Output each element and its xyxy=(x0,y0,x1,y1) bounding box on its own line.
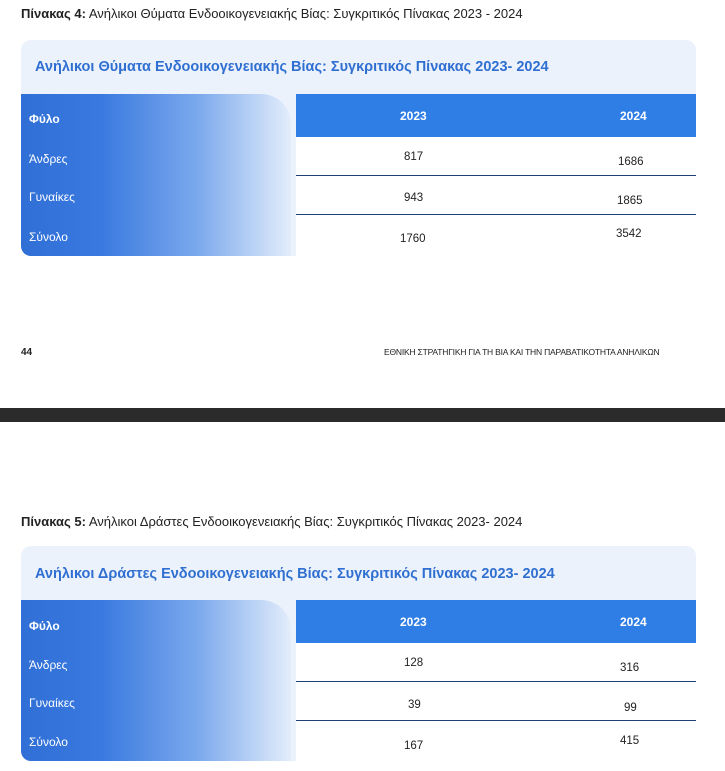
table-row xyxy=(296,137,696,176)
table5-total-2023: 167 xyxy=(404,740,424,752)
page-break-divider xyxy=(0,408,725,422)
table5-caption-text: Ανήλικοι Δράστες Ενδοοικογενειακής Βίας: Συγκριτικός Πίνακας 2023- 2024 xyxy=(85,514,523,529)
table4-row-label-total: Σύνολο xyxy=(29,230,68,244)
table4-header-gender: Φύλο xyxy=(29,112,60,126)
table5-row-header-column xyxy=(21,600,291,761)
table4-header-2024: 2024 xyxy=(620,109,647,123)
table4-card xyxy=(21,40,696,256)
table4-total-2023: 1760 xyxy=(400,233,426,245)
table4-title: Ανήλικοι Θύματα Ενδοοικογενειακής Βίας: Συγκριτικός Πίνακας 2023- 2024 xyxy=(35,59,549,75)
table-row xyxy=(296,721,696,761)
table-row xyxy=(296,682,696,721)
table4-caption xyxy=(21,6,523,21)
table5-header-2024: 2024 xyxy=(620,615,647,629)
table4-row-header-column xyxy=(21,94,291,256)
table5-header-gender: Φύλο xyxy=(29,619,60,633)
table4-header-2023: 2023 xyxy=(400,109,427,123)
table5-women-2023: 39 xyxy=(408,699,421,711)
table5-header-row xyxy=(296,600,696,643)
table5-row-label-total: Σύνολο xyxy=(29,735,68,749)
table4-women-2023: 943 xyxy=(404,192,424,204)
table4-body xyxy=(296,137,696,256)
table5-caption-label: Πίνακας 5: xyxy=(21,514,86,529)
table5-row-label-women: Γυναίκες xyxy=(29,696,75,710)
table5-header-2023: 2023 xyxy=(400,615,427,629)
page-number: 44 xyxy=(21,347,33,358)
table5-men-2023: 128 xyxy=(404,657,424,669)
table5-row-label-men: Άνδρες xyxy=(29,658,68,672)
table5-card xyxy=(21,546,696,761)
table-row xyxy=(296,643,696,682)
table4-row-label-men: Άνδρες xyxy=(29,152,68,166)
table5-title: Ανήλικοι Δράστες Ενδοοικογενειακής Βίας: Συγκριτικός Πίνακας 2023- 2024 xyxy=(35,566,555,582)
table5-men-2024: 316 xyxy=(620,662,640,674)
table5-total-2024: 415 xyxy=(620,735,640,747)
table4-caption-text: Ανήλικοι Θύματα Ενδοοικογενειακής Βίας: Συγκριτικός Πίνακας 2023 - 2024 xyxy=(85,6,523,21)
table-row xyxy=(296,176,696,215)
table4-total-2024: 3542 xyxy=(616,228,642,240)
running-title: ΕΘΝΙΚΗ ΣΤΡΑΤΗΓΙΚΗ ΓΙΑ ΤΗ ΒΙΑ ΚΑΙ ΤΗΝ ΠΑΡΑΒΑΤΙΚΟΤΗΤΑ ΑΝΗΛΙΚΩΝ xyxy=(384,347,660,357)
table4-men-2024: 1686 xyxy=(618,156,644,168)
table4-women-2024: 1865 xyxy=(617,195,643,207)
table4-header-row xyxy=(296,94,696,137)
table5-body xyxy=(296,643,696,761)
table4-men-2023: 817 xyxy=(404,151,424,163)
table-row xyxy=(296,215,696,256)
table4-row-label-women: Γυναίκες xyxy=(29,190,75,204)
table4-caption-label: Πίνακας 4: xyxy=(21,6,86,21)
table5-caption xyxy=(21,514,522,529)
table5-women-2024: 99 xyxy=(624,702,637,714)
